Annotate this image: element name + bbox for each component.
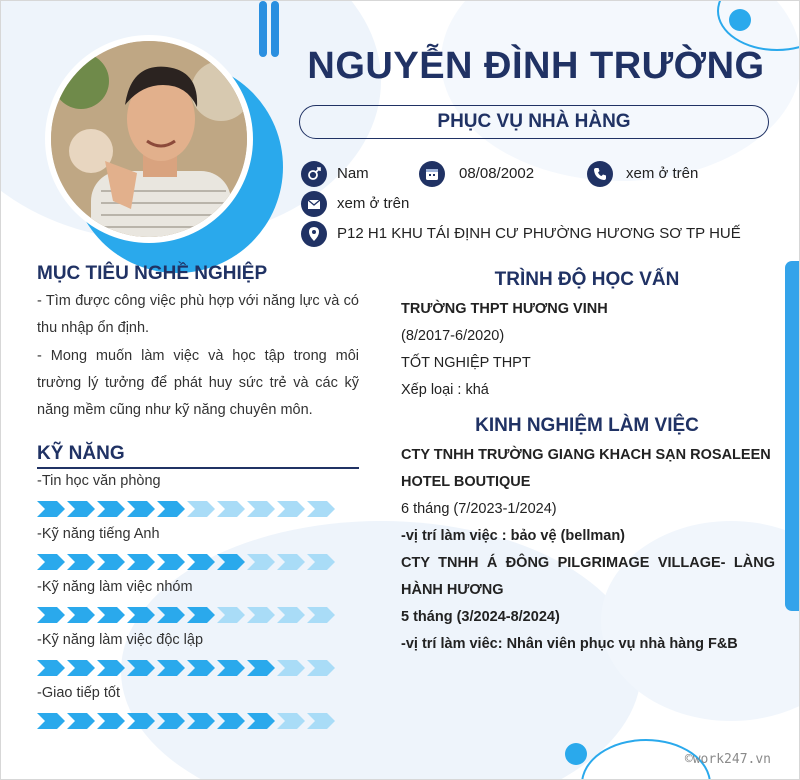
skill-chevron (127, 713, 155, 729)
job2-period: 5 tháng (3/2024-8/2024) (401, 609, 560, 625)
education-degree: TỐT NGHIỆP THPT (401, 355, 531, 371)
objective-title: MỤC TIÊU NGHỀ NGHIỆP (37, 263, 268, 284)
skill-chevron (187, 607, 215, 623)
skill-chevron (97, 554, 125, 570)
skill-chevron (157, 713, 185, 729)
skill-label: -Kỹ năng làm việc nhóm (37, 579, 193, 595)
education-grade: Xếp loại : khá (401, 382, 489, 398)
skill-rating (37, 607, 335, 625)
skill-chevron (37, 660, 65, 676)
address-value: P12 H1 KHU TÁI ĐỊNH CƯ PHƯỜNG HƯƠNG SƠ TP HUẾ (337, 225, 741, 242)
watermark: ©work247.vn (684, 752, 771, 767)
skill-label: -Kỹ năng tiếng Anh (37, 526, 160, 542)
skill-rating (37, 660, 335, 678)
skill-chevron (157, 501, 185, 517)
skill-chevron (247, 713, 275, 729)
skill-chevron (67, 660, 95, 676)
skill-chevron (127, 554, 155, 570)
skill-chevron (307, 607, 335, 623)
skill-rating (37, 501, 335, 519)
job2-company-text: CTY TNHH Á ĐÔNG PILGRIMAGE VILLAGE- LÀNG (401, 555, 775, 571)
skill-chevron (97, 501, 125, 517)
skill-chevron (217, 713, 245, 729)
skill-label: -Tin học văn phòng (37, 473, 161, 489)
decor-dot (729, 9, 751, 31)
job1-company: CTY TNHH TRƯỜNG GIANG KHACH SẠN ROSALEEN (401, 447, 771, 463)
job2-role: -vị trí làm viêc: Nhân viên phục vụ nhà hàng F&B (401, 636, 738, 652)
phone-icon (587, 161, 613, 187)
skill-chevron (277, 660, 305, 676)
skill-chevron (307, 713, 335, 729)
skill-chevron (37, 554, 65, 570)
skill-chevron (67, 501, 95, 517)
skill-chevron (157, 660, 185, 676)
skill-chevron (67, 713, 95, 729)
skills-divider (37, 467, 359, 469)
skill-chevron (307, 660, 335, 676)
skill-chevron (67, 607, 95, 623)
skill-rating (37, 554, 335, 572)
skill-chevron (217, 607, 245, 623)
skill-chevron (307, 501, 335, 517)
skill-chevron (127, 607, 155, 623)
skill-chevron (247, 660, 275, 676)
decor-bar (259, 1, 267, 57)
skill-chevron (277, 713, 305, 729)
job1-company-cont: HOTEL BOUTIQUE (401, 474, 531, 490)
dob-value: 08/08/2002 (459, 165, 535, 182)
profile-photo (45, 35, 253, 243)
skill-chevron (67, 554, 95, 570)
skill-chevron (97, 607, 125, 623)
skill-label: -Kỹ năng làm việc độc lập (37, 632, 204, 648)
candidate-name: NGUYỄN ĐÌNH TRƯỜNG (307, 45, 765, 87)
skill-chevron (217, 554, 245, 570)
skill-chevron (277, 554, 305, 570)
experience-title: KINH NGHIỆM LÀM VIỆC (475, 415, 699, 436)
objective-paragraph-2: - Mong muốn làm việc và học tập trong môi trường lý tưởng để phát huy sức trẻ và các kỹ năng mềm cũng như kỹ năng chuyên môn. (37, 348, 359, 418)
skill-chevron (277, 501, 305, 517)
skill-chevron (217, 501, 245, 517)
gender-value: Nam (337, 165, 369, 182)
job2-company (401, 555, 775, 571)
objective-paragraph-1: - Tìm được công việc phù hợp với năng lực và có thu nhập ổn định. (37, 293, 359, 336)
job-position: PHỤC VỤ NHÀ HÀNG (299, 105, 769, 139)
skill-chevron (37, 607, 65, 623)
calendar-icon (419, 161, 445, 187)
skill-chevron (97, 660, 125, 676)
skill-chevron (307, 554, 335, 570)
education-title: TRÌNH ĐỘ HỌC VẤN (494, 269, 680, 290)
skill-chevron (247, 607, 275, 623)
skill-chevron (247, 554, 275, 570)
decor-bar (271, 1, 279, 57)
skill-chevron (247, 501, 275, 517)
skill-chevron (127, 660, 155, 676)
skill-chevron (187, 660, 215, 676)
email-value: xem ở trên (337, 195, 410, 212)
skill-chevron (187, 554, 215, 570)
location-icon (301, 221, 327, 247)
skills-title: KỸ NĂNG (37, 443, 125, 464)
email-icon (301, 191, 327, 217)
job2-company-cont: HÀNH HƯƠNG (401, 582, 504, 598)
skill-chevron (277, 607, 305, 623)
skill-chevron (217, 660, 245, 676)
phone-value: xem ở trên (626, 165, 699, 182)
skill-chevron (97, 713, 125, 729)
skill-chevron (127, 501, 155, 517)
decor-stripe (785, 261, 799, 611)
skill-chevron (187, 713, 215, 729)
skill-chevron (157, 607, 185, 623)
decor-dot (565, 743, 587, 765)
gender-icon (301, 161, 327, 187)
job1-period: 6 tháng (7/2023-1/2024) (401, 501, 557, 517)
skill-chevron (187, 501, 215, 517)
job1-role: -vị trí làm việc : bảo vệ (bellman) (401, 528, 626, 544)
education-period: (8/2017-6/2020) (401, 328, 505, 344)
skill-rating (37, 713, 335, 731)
education-school: TRƯỜNG THPT HƯƠNG VINH (401, 301, 608, 317)
skill-chevron (37, 713, 65, 729)
avatar (51, 41, 247, 237)
skill-chevron (37, 501, 65, 517)
skill-chevron (157, 554, 185, 570)
skill-label: -Giao tiếp tốt (37, 685, 121, 701)
